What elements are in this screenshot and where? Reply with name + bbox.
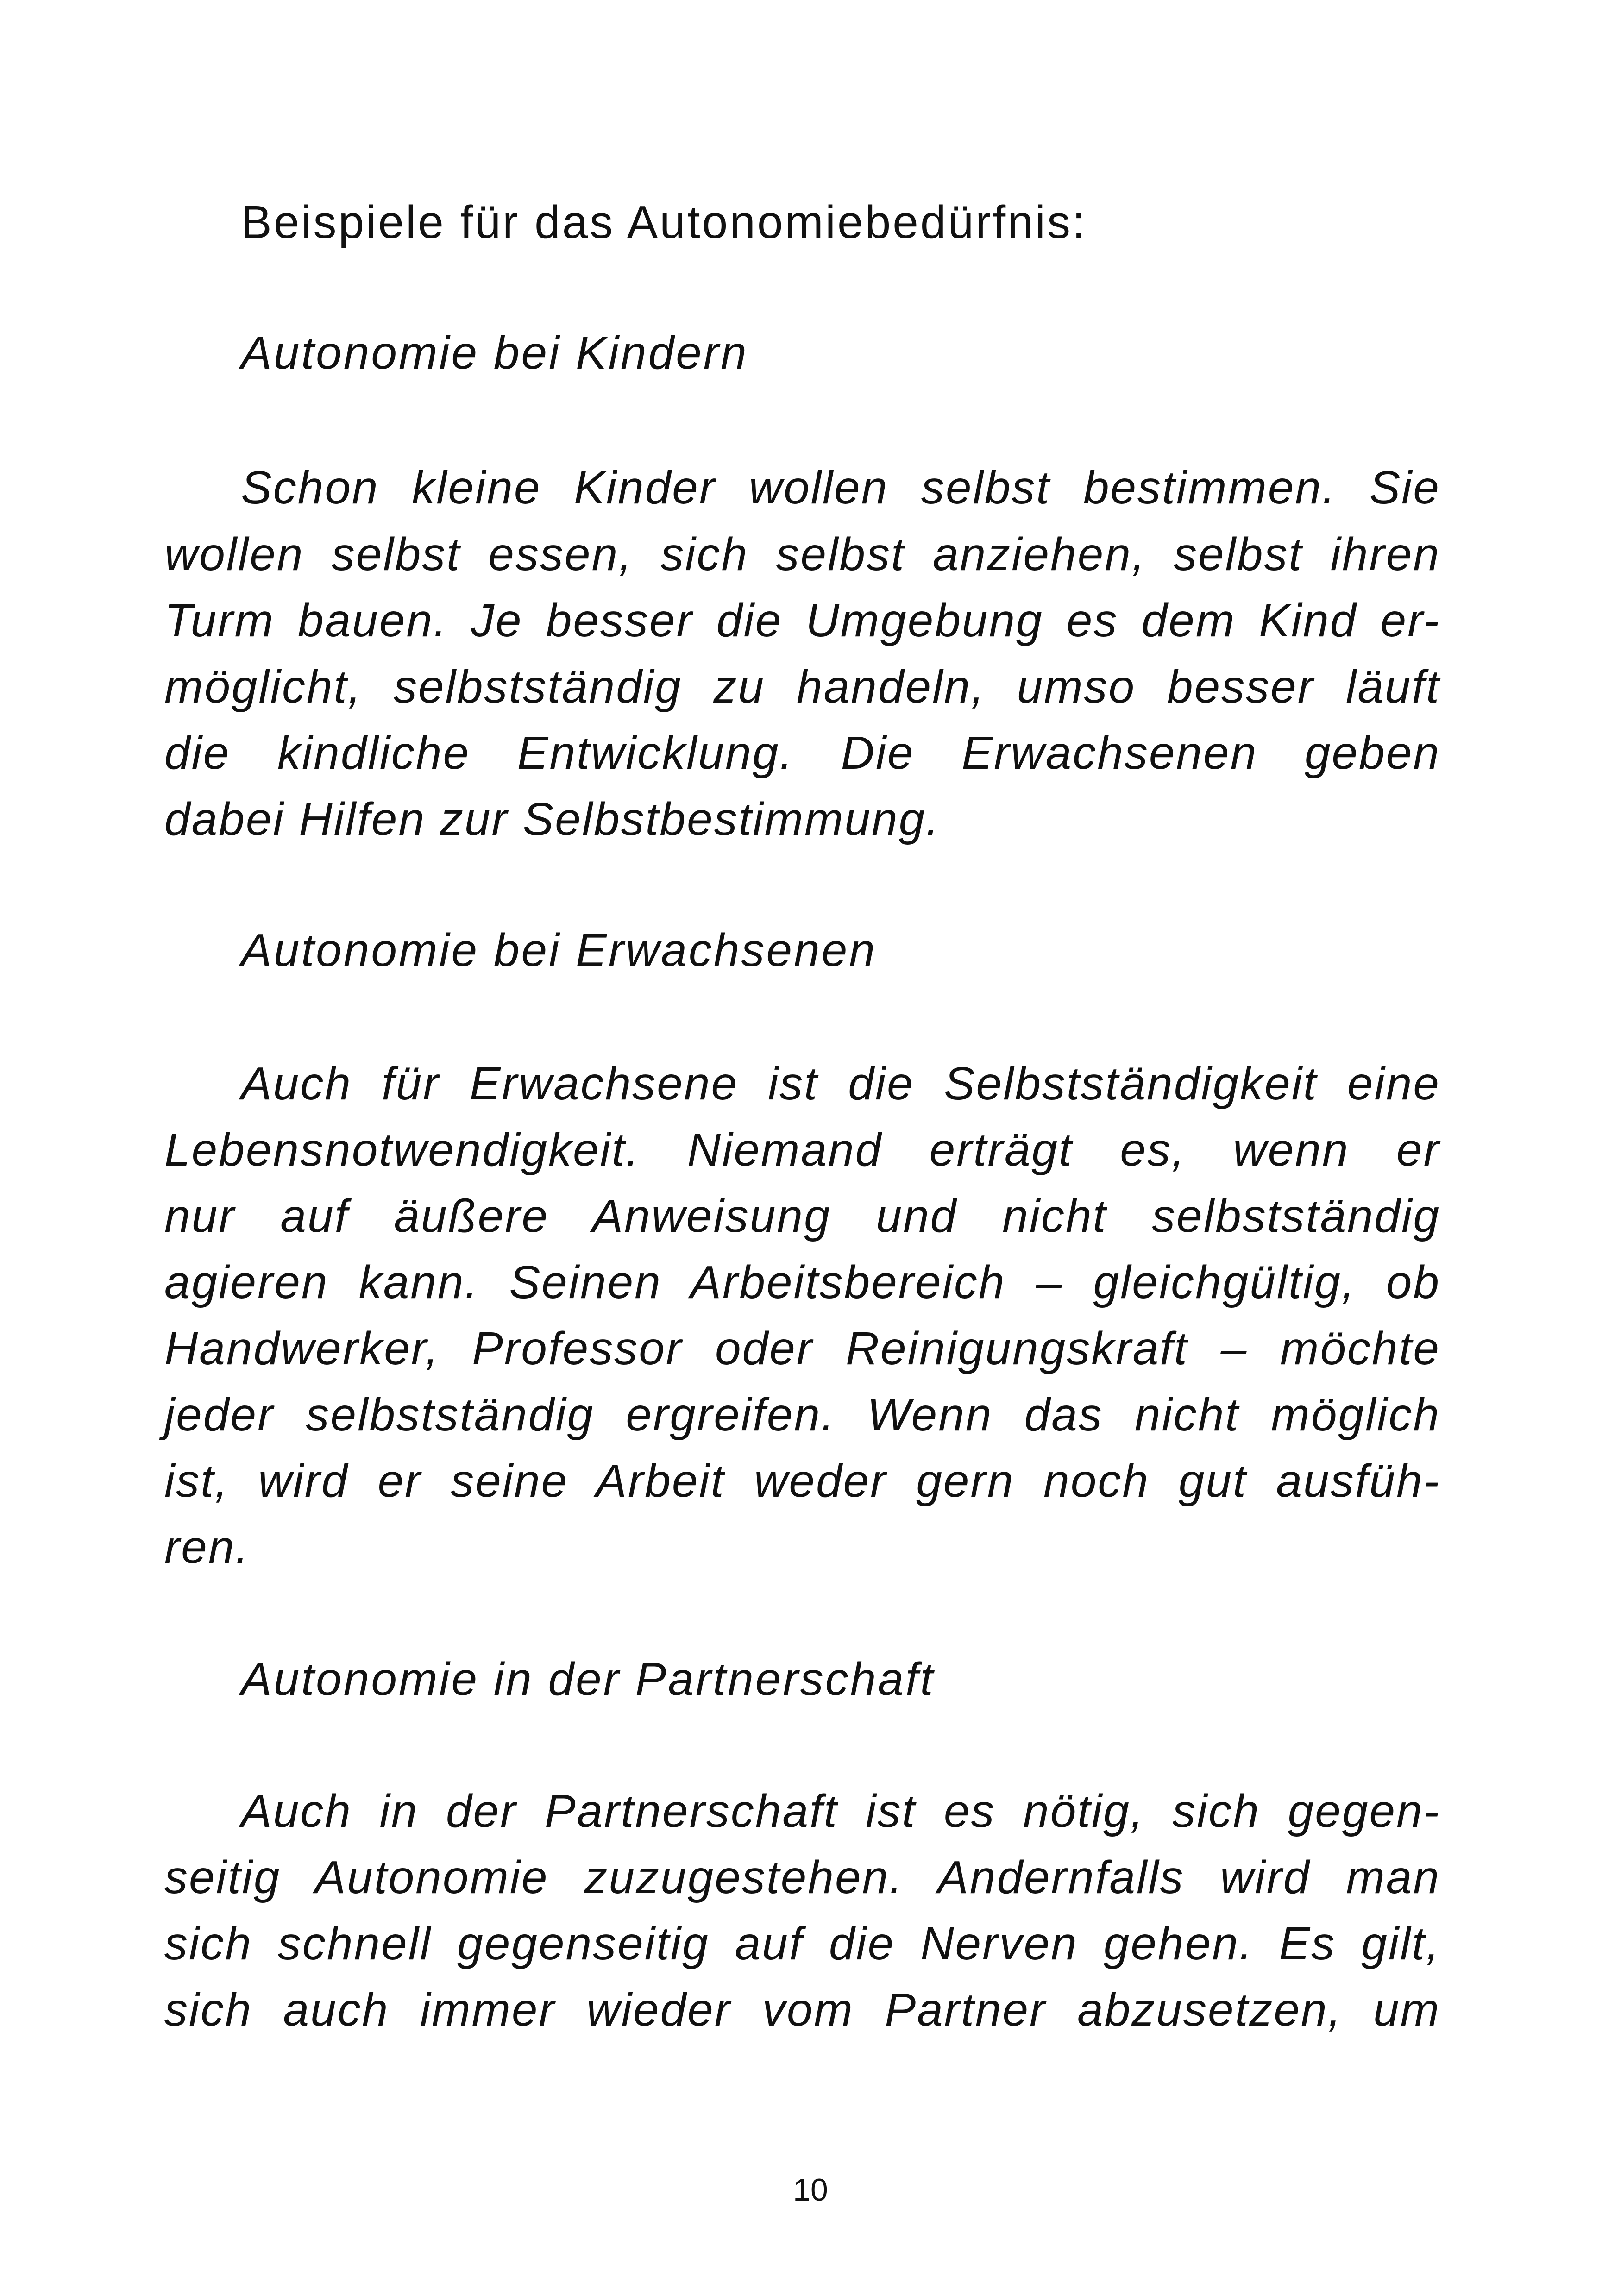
paragraph-line: Lebensnotwendigkeit. Niemand erträgt es, wenn er xyxy=(164,1124,1440,1176)
section-heading-partnership: Autonomie in der Partnerschaft xyxy=(241,1653,935,1705)
paragraph-line: die kindliche Entwicklung. Die Erwachsenen geben xyxy=(164,727,1440,779)
intro-heading: Beispiele für das Autonomiebedürfnis: xyxy=(241,196,1087,248)
section-heading-children: Autonomie bei Kindern xyxy=(241,327,748,379)
section-heading-adults: Autonomie bei Erwachsenen xyxy=(241,924,877,976)
paragraph-line: dabei Hilfen zur Selbstbestimmung. xyxy=(164,793,940,845)
paragraph-line: Handwerker, Professor oder Reinigungskraft – möchte xyxy=(164,1323,1440,1374)
paragraph-line: ist, wird er seine Arbeit weder gern noch gut ausfüh- xyxy=(164,1455,1440,1507)
paragraph-line: sich auch immer wieder vom Partner abzusetzen, um xyxy=(164,1984,1440,2036)
paragraph-line: seitig Autonomie zuzugestehen. Andernfalls wird man xyxy=(164,1851,1440,1903)
page-number: 10 xyxy=(793,2172,828,2208)
paragraph-line: Auch für Erwachsene ist die Selbstständigkeit eine xyxy=(241,1058,1440,1110)
paragraph-line: Auch in der Partnerschaft ist es nötig, sich gegen- xyxy=(241,1785,1440,1837)
paragraph-line: möglicht, selbstständig zu handeln, umso besser läuft xyxy=(164,661,1440,713)
paragraph-line: Schon kleine Kinder wollen selbst bestimmen. Sie xyxy=(241,462,1440,514)
paragraph-line: ren. xyxy=(164,1521,250,1573)
paragraph-line: Turm bauen. Je besser die Umgebung es dem Kind er- xyxy=(164,595,1440,646)
paragraph-line: sich schnell gegenseitig auf die Nerven gehen. Es gilt, xyxy=(164,1918,1440,1970)
paragraph-line: nur auf äußere Anweisung und nicht selbstständig xyxy=(164,1190,1440,1242)
paragraph-line: wollen selbst essen, sich selbst anziehen, selbst ihren xyxy=(164,528,1440,580)
paragraph-line: agieren kann. Seinen Arbeitsbereich – gleichgültig, ob xyxy=(164,1256,1440,1308)
paragraph-line: jeder selbstständig ergreifen. Wenn das nicht möglich xyxy=(164,1389,1440,1441)
